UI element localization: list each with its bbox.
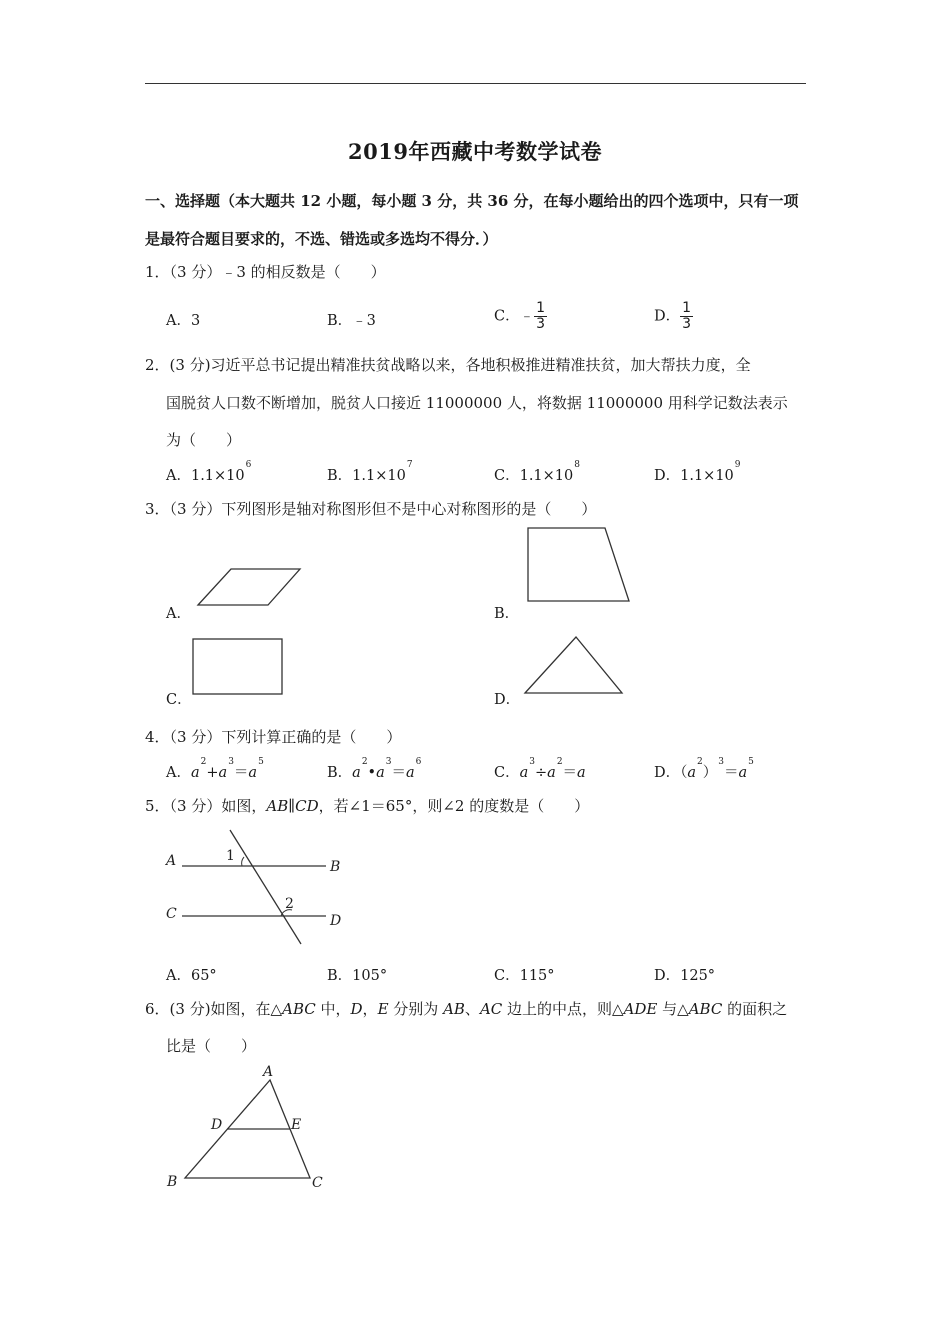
question-5-option-b: B．105° (327, 968, 388, 984)
exponent: 2 (200, 757, 207, 767)
label-c: C (312, 1175, 323, 1191)
question-3-stem: 3．（3 分）下列图形是轴对称图形但不是中心对称图形的是（ ） (145, 500, 597, 518)
angle-2-label: 2 (285, 896, 294, 912)
fraction (534, 301, 547, 332)
rectangle-figure (188, 634, 288, 700)
section-heading-line2: 是最符合题目要求的，不选、错选或多选均不得分．） (145, 230, 498, 248)
plus-sign: + (206, 765, 219, 781)
option-text: C．1.1×10 (494, 468, 574, 484)
variable-a: a (687, 765, 697, 781)
stem-text: ， (362, 1000, 378, 1018)
trapezoid-figure (520, 522, 636, 608)
exponent: 9 (734, 460, 741, 470)
variable-a: a (376, 765, 385, 781)
parallelogram-figure (190, 562, 310, 610)
question-1-option-c (494, 301, 547, 332)
angle-1-arc (242, 857, 244, 866)
rectangle-shape (193, 639, 282, 694)
exponent: 3 (718, 757, 725, 767)
angle-1-label: 1 (226, 848, 235, 864)
section-heading-line1: 一、选择题（本大题共 12 小题，每小题 3 分，共 36 分，在每小题给出的四个选项中，只有一项 (145, 192, 799, 210)
question-2-line2: 国脱贫人口数不断增加，脱贫人口接近 11000000 人，将数据 11000000 用科学记数法表示 (166, 394, 788, 412)
stem-text: 5．（3 分）如图， (145, 797, 267, 815)
triangle-name: ADE (623, 1000, 658, 1018)
question-3-option-a: A． (166, 606, 191, 622)
question-2-option-c (494, 460, 580, 485)
question-4-option-b (327, 757, 422, 782)
question-3-option-c: C． (166, 692, 192, 708)
triangle-name: ABC (282, 1000, 316, 1018)
option-text: B．1.1×10 (327, 468, 406, 484)
equals-sign: ＝ (724, 765, 739, 781)
question-5-option-d: D．125° (654, 968, 716, 984)
exponent: 2 (361, 757, 368, 767)
stem-text: 与△ (657, 1000, 689, 1018)
exponent: 6 (245, 460, 252, 470)
stem-text: 中， (315, 1000, 351, 1018)
fraction (680, 301, 693, 332)
stem-text: 、 (464, 1000, 480, 1018)
question-1-option-d (654, 301, 693, 332)
option-label: C． (494, 308, 520, 325)
variable-a: a (248, 765, 258, 781)
fraction-denominator: 3 (682, 316, 692, 332)
exponent: 3 (385, 757, 392, 767)
label-c: C (166, 906, 177, 922)
page-title: 2019年西藏中考数学试卷 (348, 139, 602, 164)
variable-a: a (218, 765, 228, 781)
fraction-denominator: 3 (536, 316, 546, 332)
option-label: D． (654, 308, 681, 325)
top-rule (145, 83, 806, 84)
point-name: D (350, 1000, 363, 1018)
point-name: E (377, 1000, 389, 1018)
variable-a: a (547, 765, 556, 781)
variable-a: a (352, 765, 361, 781)
label-a: A (166, 853, 177, 869)
stem-text: 边上的中点，则△ (502, 1000, 624, 1018)
variable-a: a (738, 765, 748, 781)
question-2-option-a (166, 460, 252, 485)
question-2-option-b (327, 460, 413, 485)
label-a: A (263, 1064, 274, 1080)
segment-name: AB (443, 1000, 465, 1018)
option-label: B． (327, 765, 353, 781)
question-5-option-a: A．65° (166, 968, 217, 984)
triangle-figure (520, 632, 630, 700)
exponent: 3 (529, 757, 535, 767)
exponent: 8 (574, 460, 580, 470)
question-3-option-d: D． (494, 692, 521, 708)
exponent: 2 (556, 757, 563, 767)
triangle-shape (525, 637, 622, 693)
question-3-option-b: B． (494, 606, 520, 622)
question-4-option-c (494, 757, 586, 782)
fraction-numerator: 1 (682, 300, 692, 316)
divide-sign: ÷ (535, 765, 548, 781)
question-2-option-d (654, 460, 741, 485)
stem-text: ，若∠1＝65°，则∠2 的度数是（ ） (318, 797, 590, 815)
question-5-stem (145, 795, 589, 816)
label-b: B (330, 859, 341, 875)
triangle-midline-figure (160, 1058, 340, 1196)
option-text: D．1.1×10 (654, 468, 734, 484)
variable-a: a (577, 765, 586, 781)
question-1-option-a: A．3 (166, 313, 201, 329)
left-paren: （ (680, 765, 688, 781)
parallel-relation: AB∥CD (266, 797, 319, 815)
stem-text: 分别为 (388, 1000, 444, 1018)
stem-text: 的面积之 (722, 1000, 788, 1018)
transversal-line (230, 830, 301, 944)
exponent: 5 (748, 757, 754, 767)
question-1-option-b: B．﹣3 (327, 313, 376, 329)
option-text: A．1.1×10 (166, 468, 245, 484)
exponent: 6 (415, 757, 422, 767)
variable-a: a (406, 765, 415, 781)
multiply-dot: • (367, 765, 377, 781)
question-6-line2: 比是（ ） (166, 1037, 257, 1055)
label-d: D (330, 913, 342, 929)
trapezoid-shape (528, 528, 629, 601)
question-4-option-a (166, 757, 264, 782)
question-5-option-c: C．115° (494, 968, 555, 984)
parallel-lines-figure (160, 826, 360, 948)
right-paren: ） (702, 765, 718, 781)
label-b: B (167, 1174, 178, 1190)
question-6-line1 (145, 998, 787, 1019)
stem-text: 6．(3 分)如图，在△ (145, 1000, 283, 1018)
triangle-name: ABC (688, 1000, 723, 1018)
question-2-line3: 为（ ） (166, 431, 242, 449)
equals-sign: ＝ (233, 765, 249, 781)
question-1-stem: 1．（3 分）﹣3 的相反数是（ ） (145, 263, 386, 281)
exponent: 2 (697, 757, 703, 767)
option-label: A． (166, 765, 191, 781)
exponent: 7 (406, 460, 413, 470)
exponent: 5 (258, 757, 264, 767)
exponent: 3 (228, 757, 234, 767)
label-e: E (291, 1117, 302, 1133)
segment-name: AC (479, 1000, 503, 1018)
variable-a: a (190, 765, 200, 781)
question-4-stem: 4．（3 分）下列计算正确的是（ ） (145, 728, 402, 746)
question-2-line1: 2．(3 分)习近平总书记提出精准扶贫战略以来，各地积极推进精准扶贫，加大帮扶力度，全 (145, 356, 751, 374)
option-label: C． (494, 765, 520, 781)
option-label: D． (654, 765, 681, 781)
equals-sign: ＝ (562, 765, 578, 781)
variable-a: a (519, 765, 529, 781)
label-d: D (211, 1117, 223, 1133)
fraction-numerator: 1 (536, 300, 546, 316)
equals-sign: ＝ (391, 765, 406, 781)
minus-sign: ﹣ (519, 308, 535, 325)
question-4-option-d (654, 757, 754, 782)
parallelogram-shape (198, 569, 300, 605)
